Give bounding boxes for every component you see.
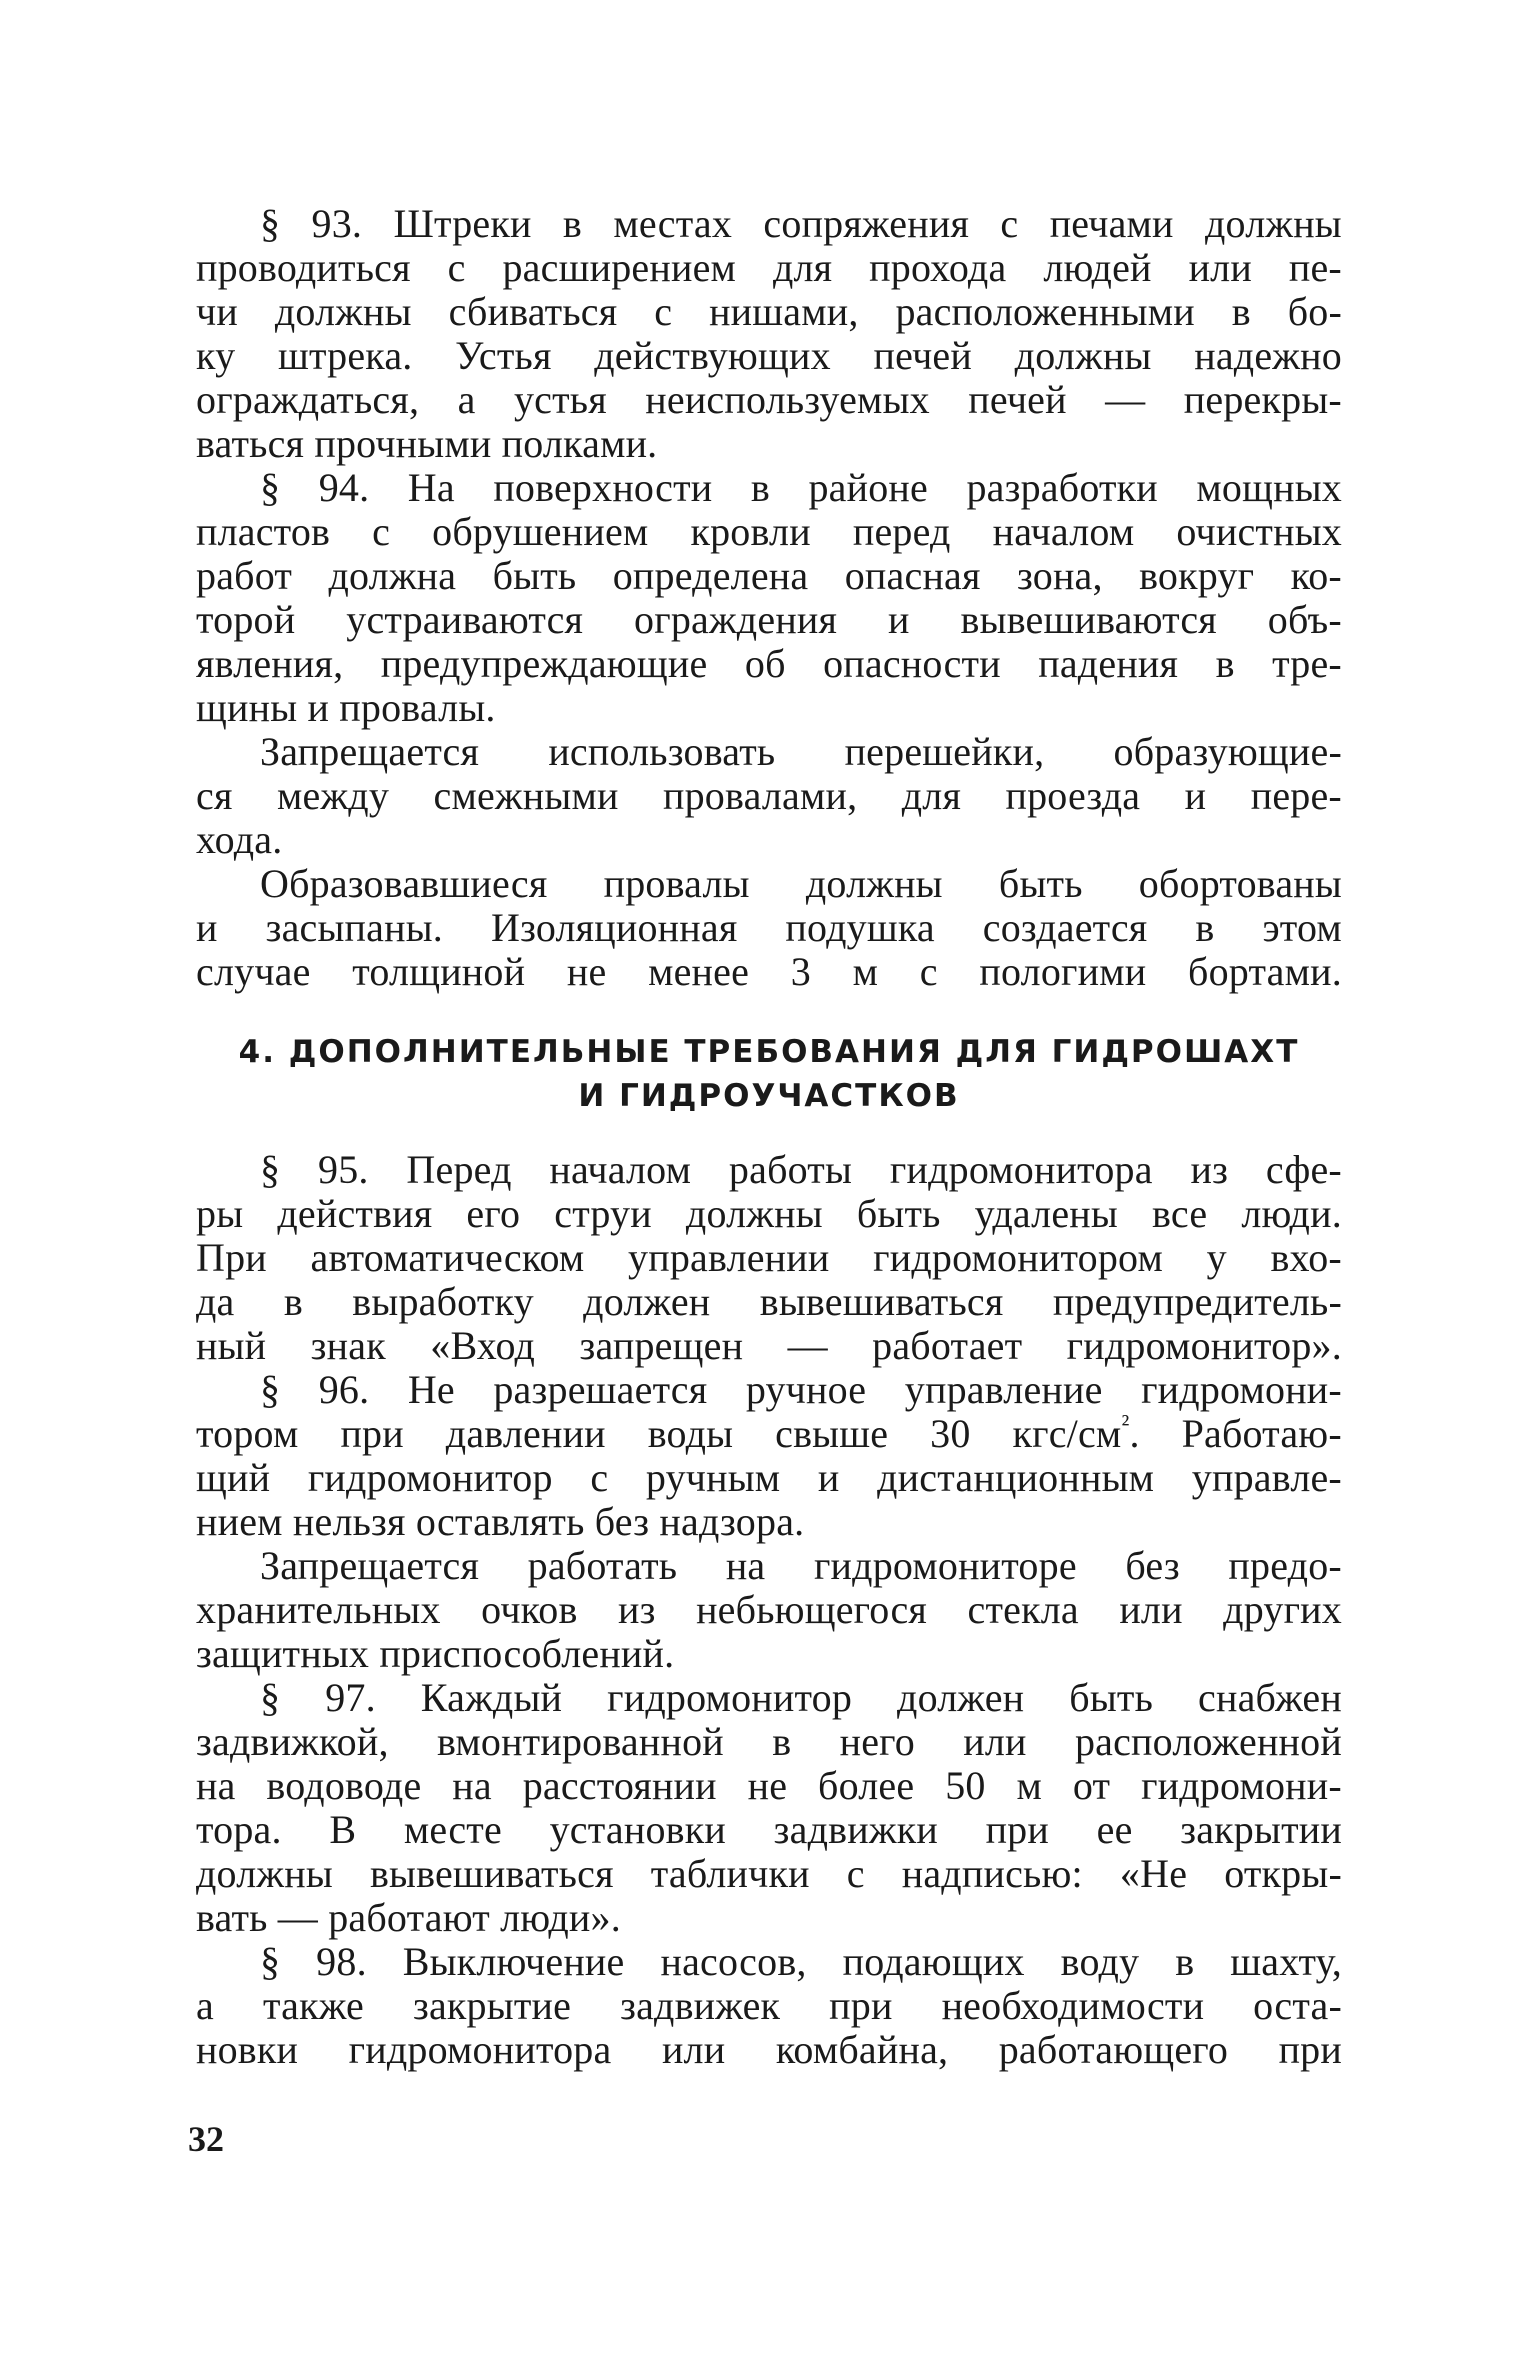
text-line <box>196 1940 1342 1984</box>
word: — <box>787 1323 828 1368</box>
word: Образовавшиеся <box>260 861 548 906</box>
word: или <box>1188 245 1252 290</box>
word: подающих <box>842 1939 1025 1984</box>
word: с <box>919 949 938 994</box>
word: на <box>725 1543 766 1588</box>
word: проезда <box>1005 773 1141 818</box>
word: действующих <box>594 333 831 378</box>
word: перед <box>852 509 951 554</box>
word: тре- <box>1272 641 1342 686</box>
word: районе <box>808 465 928 510</box>
word: Перед <box>406 1147 512 1192</box>
word: быть <box>1069 1675 1154 1720</box>
word: в <box>750 465 770 510</box>
text-line: вать — работают люди». <box>196 1895 621 1940</box>
text-line: защитных приспособлений. <box>196 1631 675 1676</box>
word: управлении <box>628 1235 830 1280</box>
word: небьющегося <box>696 1587 928 1632</box>
word: толщиной <box>352 949 526 994</box>
word: без <box>1125 1543 1180 1588</box>
word: устраиваются <box>346 597 584 642</box>
text-line <box>196 246 1342 290</box>
word: автоматическом <box>310 1235 585 1280</box>
word: пластов <box>196 509 331 554</box>
text-block-lower <box>196 1148 1342 2072</box>
text-line <box>196 1324 1342 1368</box>
text-line <box>196 774 1342 818</box>
text-line: хода. <box>196 817 283 862</box>
word: перекры- <box>1183 377 1342 422</box>
word: и <box>1184 773 1207 818</box>
text-line <box>196 1456 1342 1500</box>
word: ограждения <box>634 597 838 642</box>
word: § <box>260 201 281 246</box>
word: или <box>963 1719 1027 1764</box>
word: новки <box>196 2027 299 2072</box>
word: пологими <box>979 949 1147 994</box>
word: работать <box>527 1543 678 1588</box>
word: засыпаны. <box>265 905 444 950</box>
word: для <box>901 773 962 818</box>
word: гидромонитором <box>873 1235 1163 1280</box>
word: началом <box>992 509 1135 554</box>
word: должны <box>196 1851 333 1896</box>
word: действия <box>277 1191 433 1236</box>
word: 98. <box>316 1939 367 1984</box>
word: гидромони- <box>1141 1763 1342 1808</box>
word: задвижек <box>620 1983 781 2028</box>
word: удалены <box>974 1191 1118 1236</box>
word: гидромони- <box>1141 1367 1342 1412</box>
text-line <box>196 290 1342 334</box>
word: § <box>260 1675 281 1720</box>
word: провалами, <box>663 773 858 818</box>
word: м <box>1016 1763 1042 1808</box>
word: пере- <box>1250 773 1342 818</box>
word: ко- <box>1290 553 1342 598</box>
word: предупреждающие <box>380 641 708 686</box>
word: давлении <box>445 1411 606 1456</box>
word: при <box>985 1807 1049 1852</box>
word: обрушением <box>432 509 649 554</box>
word: явления, <box>196 641 344 686</box>
text-line-with-superscript <box>196 1409 1342 1456</box>
word: при <box>1278 2027 1342 2072</box>
word: использовать <box>548 729 776 774</box>
word: запрещен <box>579 1323 744 1368</box>
word: чи <box>196 289 238 334</box>
word: «Вход <box>430 1323 536 1368</box>
word: § <box>260 1939 281 1984</box>
word: «Не <box>1119 1851 1188 1896</box>
word: должны <box>1014 333 1152 378</box>
word: между <box>277 773 390 818</box>
word: надежно <box>1194 333 1342 378</box>
text-line <box>196 1368 1342 1412</box>
word: должны <box>685 1191 823 1236</box>
word: сопряжения <box>763 201 970 246</box>
word: ся <box>196 773 233 818</box>
word: или <box>1119 1587 1183 1632</box>
word: знак <box>310 1323 386 1368</box>
word: гидромонитора <box>348 2027 612 2072</box>
text-line <box>196 1236 1342 1280</box>
word: расстоянии <box>522 1763 717 1808</box>
word: гидромонитор». <box>1066 1323 1342 1368</box>
word: сфе- <box>1265 1147 1342 1192</box>
word: и <box>817 1455 840 1500</box>
word: оста- <box>1253 1983 1342 2028</box>
word: печами <box>1049 201 1174 246</box>
word: и <box>196 905 218 950</box>
word: § <box>260 1367 281 1412</box>
word: вмонтированной <box>436 1719 724 1764</box>
word: 3 <box>790 949 811 994</box>
text-line <box>196 1148 1342 1192</box>
word: этом <box>1262 905 1342 950</box>
word: пе- <box>1288 245 1342 290</box>
word: бо- <box>1287 289 1342 334</box>
superscript: ² <box>1121 1409 1130 1439</box>
word: в <box>772 1719 792 1764</box>
word: Устья <box>455 333 552 378</box>
word: 93. <box>311 201 363 246</box>
word: штрека. <box>277 333 413 378</box>
word: разработки <box>966 465 1158 510</box>
text-line <box>196 1544 1342 1588</box>
word: работающего <box>998 2027 1229 2072</box>
word: Запрещается <box>260 1543 480 1588</box>
word: 94. <box>318 465 370 510</box>
word: случае <box>196 949 311 994</box>
word: расположенными <box>895 289 1195 334</box>
word: объ- <box>1267 597 1342 642</box>
word: более <box>818 1763 915 1808</box>
word: поверхности <box>493 465 713 510</box>
word: из <box>1190 1147 1229 1192</box>
word: также <box>262 1983 364 2028</box>
text-line: щины и провалы. <box>196 685 496 730</box>
text-line <box>196 1192 1342 1236</box>
word: опасности <box>823 641 1001 686</box>
word: на <box>452 1763 492 1808</box>
word: проводиться <box>196 245 411 290</box>
word: щий <box>196 1455 271 1500</box>
word: или <box>661 2027 726 2072</box>
word: шахту, <box>1230 1939 1342 1984</box>
word: тором <box>196 1411 299 1456</box>
word: гидромонитор <box>607 1675 853 1720</box>
word: а <box>196 1983 214 2028</box>
word: люди. <box>1241 1191 1342 1236</box>
word: с <box>590 1455 609 1500</box>
text-line <box>196 1984 1342 2028</box>
text-line: ваться прочными полками. <box>196 421 658 466</box>
word: При <box>196 1235 267 1280</box>
word: в <box>283 1279 303 1324</box>
word: установки <box>549 1807 727 1852</box>
word: местах <box>613 201 733 246</box>
word: ный <box>196 1323 267 1368</box>
word: от <box>1072 1763 1111 1808</box>
text-line <box>196 730 1342 774</box>
word: торой <box>196 597 296 642</box>
text-line <box>196 1280 1342 1324</box>
word: разрешается <box>493 1367 708 1412</box>
text-line <box>196 862 1342 906</box>
text-line <box>196 1808 1342 1852</box>
word: расширением <box>502 245 737 290</box>
word: работы <box>728 1147 853 1192</box>
text-line <box>196 334 1342 378</box>
word: кровли <box>690 509 811 554</box>
word: вывешиваться <box>369 1851 614 1896</box>
text-line <box>196 1588 1342 1632</box>
word: все <box>1152 1191 1208 1236</box>
word: в <box>1231 289 1251 334</box>
text-line <box>196 1764 1342 1808</box>
word: 30 <box>930 1411 971 1456</box>
word: ручное <box>745 1367 867 1412</box>
word: и <box>888 597 910 642</box>
word: Выключение <box>402 1939 625 1984</box>
word: неиспользуемых <box>645 377 930 422</box>
word: насосов, <box>660 1939 807 1984</box>
text-line <box>196 466 1342 510</box>
word: с <box>654 289 673 334</box>
word: с <box>846 1851 865 1896</box>
page-number: 32 <box>188 2119 224 2159</box>
word: — <box>1105 377 1146 422</box>
word: провалы <box>603 861 750 906</box>
word: вхо- <box>1270 1235 1342 1280</box>
word: об <box>744 641 786 686</box>
word: него <box>839 1719 915 1764</box>
section-heading-line-2: И ГИДРОУЧАСТКОВ <box>578 1078 960 1114</box>
word: предо- <box>1228 1543 1342 1588</box>
text-line <box>196 906 1342 950</box>
word: Запрещается <box>260 729 480 774</box>
word: да <box>196 1279 235 1324</box>
word: прохода <box>869 245 1007 290</box>
word: гидромонитора <box>889 1147 1153 1192</box>
word: при <box>340 1411 404 1456</box>
text-line: нием нельзя оставлять без надзора. <box>196 1499 805 1544</box>
word: на <box>196 1763 236 1808</box>
word: началом <box>549 1147 692 1192</box>
word: смежными <box>433 773 619 818</box>
word: 95. <box>318 1147 369 1192</box>
word: его <box>466 1191 521 1236</box>
text-line <box>196 1852 1342 1896</box>
word: быть <box>856 1191 941 1236</box>
word: дистанционным <box>877 1455 1155 1500</box>
word: нишами, <box>709 289 859 334</box>
text-line <box>196 598 1342 642</box>
word: комбайна, <box>775 2027 949 2072</box>
text-line <box>196 378 1342 422</box>
word: в <box>1195 905 1215 950</box>
word: кгс/$см^{^2}$. <box>1012 1409 1140 1456</box>
word: с <box>372 509 391 554</box>
word: бортами. <box>1188 949 1342 994</box>
word: В <box>329 1807 357 1852</box>
word: создается <box>982 905 1148 950</box>
text-line <box>196 2028 1342 2072</box>
word: необходимости <box>941 1983 1205 2028</box>
word: гидромониторе <box>813 1543 1077 1588</box>
word: перешейки, <box>844 729 1045 774</box>
text-line <box>196 642 1342 686</box>
word: с <box>447 245 466 290</box>
word: обортованы <box>1138 861 1342 906</box>
word: м <box>852 949 879 994</box>
word: ручным <box>645 1455 781 1500</box>
word: в <box>562 201 583 246</box>
word: хранительных <box>196 1587 441 1632</box>
word: работает <box>872 1323 1023 1368</box>
word: а <box>457 377 476 422</box>
word: ограждаться, <box>196 377 420 422</box>
word: гидромонитор <box>307 1455 553 1500</box>
word: 97. <box>325 1675 376 1720</box>
word: закрытии <box>1180 1807 1342 1852</box>
word: вывешиваться <box>759 1279 1004 1324</box>
text-line <box>196 554 1342 598</box>
text-line <box>196 202 1342 246</box>
word: надписью: <box>901 1851 1083 1896</box>
word: ее <box>1096 1807 1133 1852</box>
word: таблички <box>650 1851 810 1896</box>
word: управле- <box>1191 1455 1342 1500</box>
word: менее <box>648 949 750 994</box>
word: свыше <box>775 1411 889 1456</box>
word: из <box>618 1587 656 1632</box>
word: струи <box>554 1191 652 1236</box>
word: падения <box>1038 641 1179 686</box>
word: закрытие <box>412 1983 572 2028</box>
section-heading <box>196 1030 1342 1118</box>
word: На <box>407 465 455 510</box>
word: выработку <box>352 1279 534 1324</box>
word: с <box>1000 201 1019 246</box>
word: должен <box>897 1675 1025 1720</box>
word: печей <box>873 333 972 378</box>
word: задвижки <box>773 1807 938 1852</box>
word: подушка <box>785 905 935 950</box>
word: водоводе <box>266 1763 422 1808</box>
word: должны <box>274 289 412 334</box>
word: сбиваться <box>448 289 618 334</box>
word: у <box>1206 1235 1227 1280</box>
word: печей <box>968 377 1067 422</box>
word: не <box>566 949 607 994</box>
word: должен <box>583 1279 711 1324</box>
word: § <box>260 465 281 510</box>
word: снабжен <box>1198 1675 1342 1720</box>
word: 96. <box>318 1367 370 1412</box>
word: должны <box>1204 201 1342 246</box>
word: предупредитель- <box>1052 1279 1342 1324</box>
text-line <box>196 950 1342 994</box>
text-line <box>196 510 1342 554</box>
word: Не <box>407 1367 455 1412</box>
text-line <box>196 1676 1342 1720</box>
word: вокруг <box>1139 553 1255 598</box>
word: должны <box>805 861 943 906</box>
word: не <box>747 1763 788 1808</box>
word: тора. <box>196 1807 282 1852</box>
word: в <box>1175 1939 1195 1984</box>
word: при <box>829 1983 893 2028</box>
word: должна <box>328 553 457 598</box>
word: ры <box>196 1191 244 1236</box>
word: вывешиваются <box>960 597 1217 642</box>
word: месте <box>403 1807 502 1852</box>
text-block-upper <box>196 202 1342 994</box>
word: в <box>1215 641 1235 686</box>
word: быть <box>492 553 577 598</box>
section-heading-line-1: 4. ДОПОЛНИТЕЛЬНЫЕ ТРЕБОВАНИЯ ДЛЯ ГИДРОШАХТ <box>238 1034 1300 1070</box>
word: зона, <box>1016 553 1103 598</box>
text-line <box>196 1720 1342 1764</box>
word: для <box>772 245 833 290</box>
word: стекла <box>967 1587 1079 1632</box>
word: образующие- <box>1113 729 1342 774</box>
word: управление <box>904 1367 1103 1412</box>
word: § <box>260 1147 281 1192</box>
word: мощных <box>1196 465 1342 510</box>
word: ку <box>196 333 236 378</box>
word: задвижкой, <box>196 1719 389 1764</box>
word: Штреки <box>393 201 532 246</box>
word: работ <box>196 553 293 598</box>
word: быть <box>998 861 1083 906</box>
word: очков <box>481 1587 578 1632</box>
word: откры- <box>1224 1851 1342 1896</box>
word: очистных <box>1176 509 1342 554</box>
word: других <box>1223 1587 1342 1632</box>
word: людей <box>1043 245 1152 290</box>
word: Каждый <box>420 1675 563 1720</box>
word: устья <box>513 377 607 422</box>
word: 50 <box>945 1763 986 1808</box>
word: определена <box>612 553 809 598</box>
word: опасная <box>844 553 981 598</box>
word: Изоляционная <box>490 905 738 950</box>
word: воду <box>1060 1939 1140 1984</box>
word: расположенной <box>1074 1719 1342 1764</box>
word: Работаю- <box>1181 1411 1342 1456</box>
word: воды <box>647 1411 734 1456</box>
